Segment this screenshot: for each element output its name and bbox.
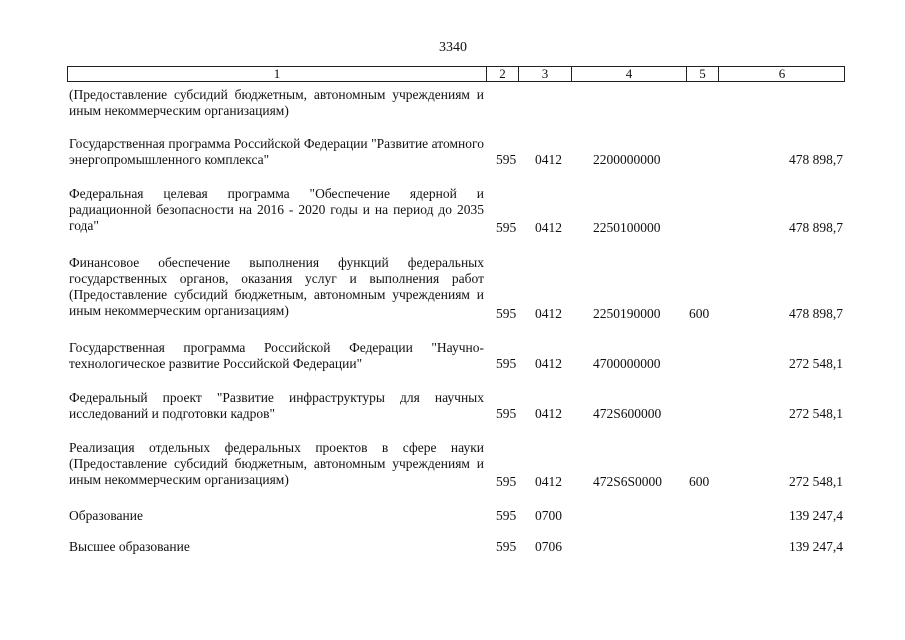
- row-col-2: 595: [496, 539, 517, 554]
- row-col-6: 139 247,4: [789, 539, 843, 554]
- row-col-6: 478 898,7: [789, 306, 843, 321]
- row-col-6: 272 548,1: [789, 356, 843, 371]
- row-col-3: 0412: [535, 306, 562, 321]
- row-col-6: 478 898,7: [789, 220, 843, 235]
- row-description: Федеральная целевая программа "Обеспечение ядерной и радиационной безопасности на 2016 - 2020 годы и на период до 2035 года": [69, 186, 484, 233]
- row-col-6: 478 898,7: [789, 152, 843, 167]
- row-col-5: 600: [689, 474, 710, 489]
- row-description: Государственная программа Российской Федерации "Научно-технологическое развитие Российской Федерации": [69, 340, 484, 371]
- row-col-4: 472S6S0000: [593, 474, 663, 489]
- row-col-2: 595: [496, 406, 517, 421]
- row-col-2: 595: [496, 474, 517, 489]
- row-col-2: 595: [496, 508, 517, 523]
- row-col-4: 472S600000: [593, 406, 662, 421]
- row-description: Финансовое обеспечение выполнения функций федеральных государственных органов, оказания услуг и выполнения работ (Предоставление субсидий бюджетным, автономным учреждениям и иным некоммерческим организациям): [69, 255, 484, 318]
- row-description: Федеральный проект "Развитие инфраструктуры для научных исследований и подготовки кадров": [69, 390, 484, 421]
- header-col-3: 3: [518, 67, 571, 81]
- header-col-1: 1: [273, 66, 281, 81]
- header-col-4: 4: [571, 67, 686, 81]
- row-col-2: 595: [496, 306, 517, 321]
- row-col-3: 0412: [535, 152, 562, 167]
- row-col-3: 0706: [535, 539, 562, 554]
- row-description: Государственная программа Российской Федерации "Развитие атомного энергопромышленного комплекса": [69, 136, 484, 167]
- row-col-3: 0412: [535, 474, 562, 489]
- row-description: Образование: [69, 508, 143, 523]
- row-col-4: 2250100000: [593, 220, 661, 235]
- row-col-3: 0412: [535, 356, 562, 371]
- header-col-2: 2: [486, 67, 518, 81]
- row-col-6: 272 548,1: [789, 406, 843, 421]
- row-col-2: 595: [496, 152, 517, 167]
- row-description: Реализация отдельных федеральных проектов в сфере науки (Предоставление субсидий бюджетным, автономным учреждениям и иным некоммерческим организациям): [69, 440, 484, 487]
- row-description: Высшее образование: [69, 539, 190, 554]
- header-col-5: 5: [686, 67, 718, 81]
- row-col-3: 0412: [535, 220, 562, 235]
- table-header: [67, 66, 845, 82]
- row-col-6: 139 247,4: [789, 508, 843, 523]
- row-col-4: 2200000000: [593, 152, 661, 167]
- row-col-3: 0412: [535, 406, 562, 421]
- row-col-3: 0700: [535, 508, 562, 523]
- row-col-2: 595: [496, 220, 517, 235]
- row-col-2: 595: [496, 356, 517, 371]
- page-number: 3340: [439, 40, 467, 55]
- continuation-text: (Предоставление субсидий бюджетным, автономным учреждениям и иным некоммерческим организациям): [69, 87, 484, 118]
- header-col-6: 6: [718, 67, 845, 81]
- row-col-6: 272 548,1: [789, 474, 843, 489]
- row-col-4: 2250190000: [593, 306, 661, 321]
- row-col-4: 4700000000: [593, 356, 661, 371]
- row-col-5: 600: [689, 306, 710, 321]
